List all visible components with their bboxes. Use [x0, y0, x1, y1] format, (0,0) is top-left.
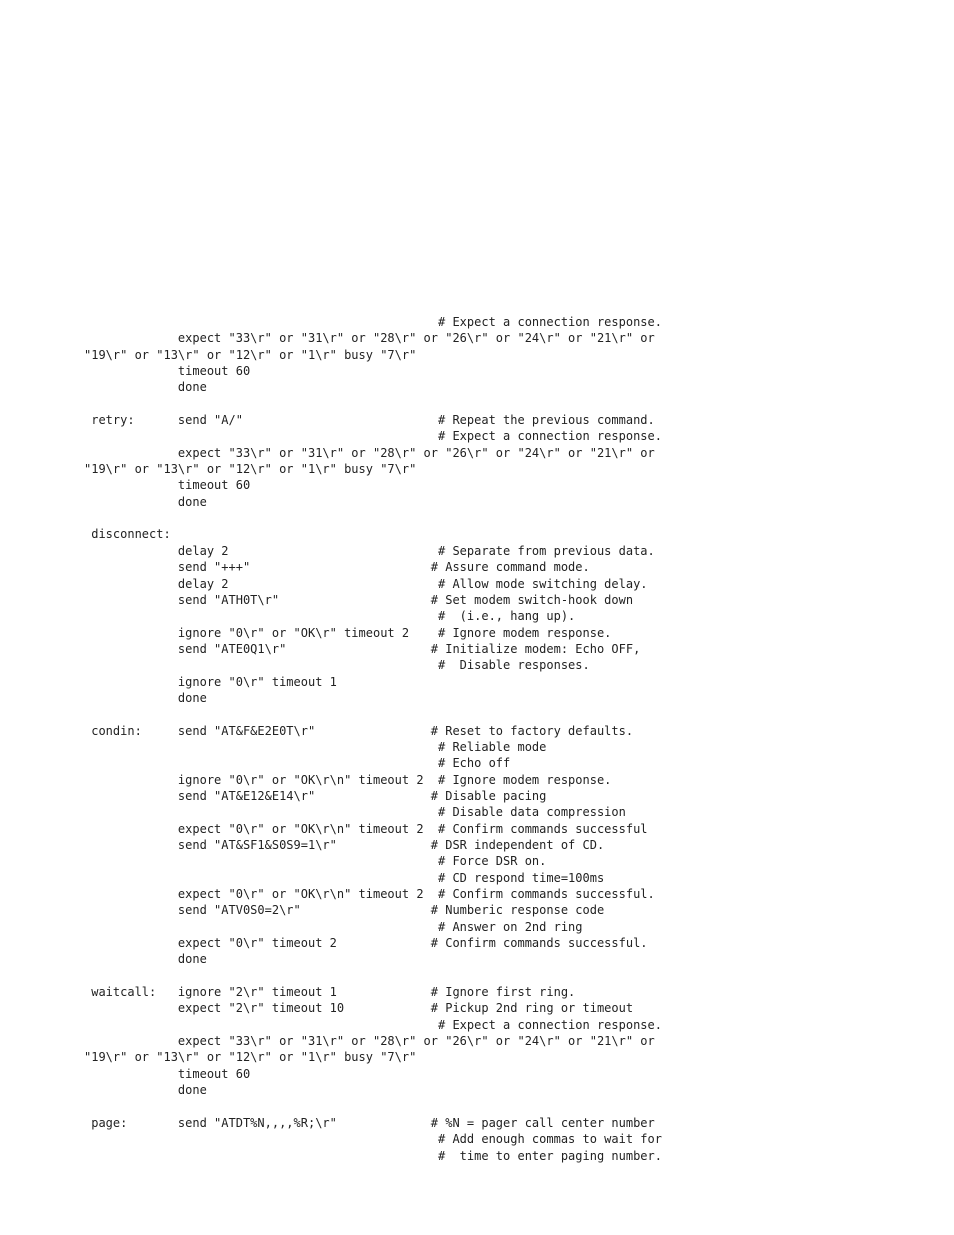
code-line: # Force DSR on.: [84, 854, 547, 869]
code-line: ignore "0\r" or "OK\r\n" timeout 2 # Ignore modem response.: [84, 772, 612, 787]
code-line: "19\r" or "13\r" or "12\r" or "1\r" busy "7\r": [84, 347, 417, 362]
code-line: # Echo off: [84, 756, 511, 771]
code-line: done: [84, 380, 207, 395]
code-line: expect "2\r" timeout 10 # Pickup 2nd ring or timeout: [84, 1001, 634, 1016]
code-line: send "ATH0T\r" # Set modem switch-hook down: [84, 592, 634, 607]
code-line: expect "33\r" or "31\r" or "28\r" or "26\r" or "24\r" or "21\r" or: [84, 1034, 655, 1049]
code-line: ignore "0\r" or "OK\r" timeout 2 # Ignore modem response.: [84, 625, 612, 640]
code-line: # time to enter paging number.: [84, 1148, 662, 1163]
code-line: # Add enough commas to wait for: [84, 1132, 662, 1147]
code-line: # Expect a connection response.: [84, 315, 662, 329]
code-line: expect "33\r" or "31\r" or "28\r" or "26\r" or "24\r" or "21\r" or: [84, 331, 655, 346]
code-line: # Answer on 2nd ring: [84, 919, 583, 934]
code-line: send "AT&SF1&S0S9=1\r" # DSR independent of CD.: [84, 838, 605, 852]
code-line: # Disable data compression: [84, 805, 626, 820]
blank-line: [84, 706, 662, 722]
code-line: waitcall: ignore "2\r" timeout 1 # Ignore first ring.: [84, 985, 576, 1000]
code-line: done: [84, 494, 207, 509]
code-line: "19\r" or "13\r" or "12\r" or "1\r" busy "7\r": [84, 1050, 417, 1065]
code-line: done: [84, 952, 207, 967]
code-line: timeout 60: [84, 364, 251, 379]
blank-line: [84, 510, 662, 526]
blank-line: [84, 968, 662, 984]
code-line: retry: send "A/" # Repeat the previous command.: [84, 413, 655, 428]
code-line: delay 2 # Separate from previous data.: [84, 543, 655, 558]
code-line: expect "0\r" or "OK\r\n" timeout 2 # Confirm commands successful: [84, 821, 648, 836]
code-line: send "+++" # Assure command mode.: [84, 560, 590, 575]
code-line: "19\r" or "13\r" or "12\r" or "1\r" busy "7\r": [84, 462, 417, 477]
code-line: # CD respond time=100ms: [84, 870, 605, 885]
code-line: ignore "0\r" timeout 1: [84, 674, 337, 689]
code-line: page: send "ATDT%N,,,,%R;\r" # %N = pager call center number: [84, 1115, 655, 1130]
code-line: timeout 60: [84, 478, 251, 493]
code-line: # (i.e., hang up).: [84, 609, 576, 624]
code-line: condin: send "AT&F&E2E0T\r" # Reset to factory defaults.: [84, 723, 634, 738]
blank-line: [84, 396, 662, 412]
code-line: # Expect a connection response.: [84, 429, 662, 444]
code-line: expect "0\r" or "OK\r\n" timeout 2 # Confirm commands successful.: [84, 887, 655, 902]
code-line: done: [84, 690, 207, 705]
code-line: expect "0\r" timeout 2 # Confirm commands successful.: [84, 936, 648, 951]
code-line: # Disable responses.: [84, 658, 590, 673]
code-line: send "ATE0Q1\r" # Initialize modem: Echo OFF,: [84, 641, 641, 656]
code-line: timeout 60: [84, 1066, 251, 1081]
code-line: done: [84, 1083, 207, 1098]
code-line: send "AT&E12&E14\r" # Disable pacing: [84, 788, 547, 803]
code-line: send "ATV0S0=2\r" # Numberic response code: [84, 903, 605, 918]
code-line: disconnect:: [84, 527, 171, 542]
blank-line: [84, 1099, 662, 1115]
code-line: # Reliable mode: [84, 739, 547, 754]
modem-script-code-block: [84, 314, 662, 1164]
code-line: # Expect a connection response.: [84, 1017, 662, 1032]
code-line: delay 2 # Allow mode switching delay.: [84, 576, 648, 591]
code-line: expect "33\r" or "31\r" or "28\r" or "26\r" or "24\r" or "21\r" or: [84, 445, 655, 460]
